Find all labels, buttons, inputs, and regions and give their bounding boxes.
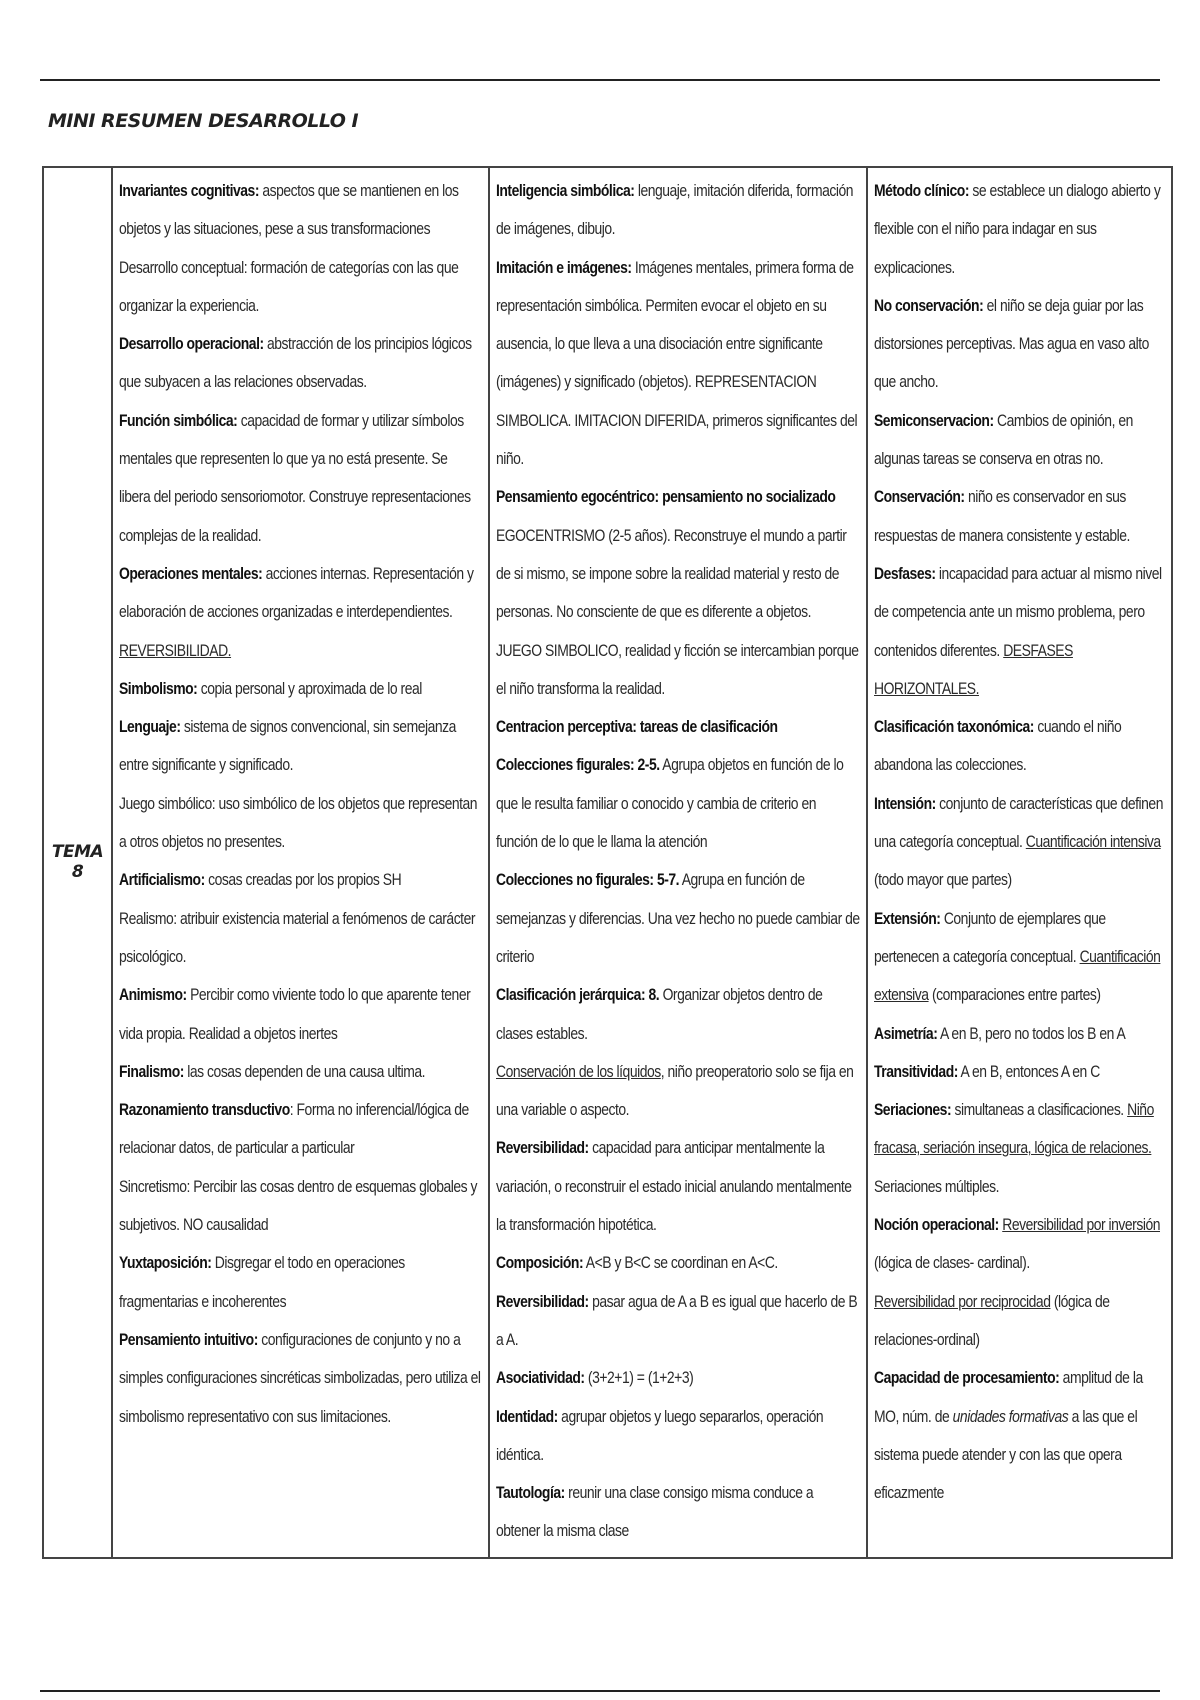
entry-text: reunir una clase consigo misma conduce a obtener la misma clase <box>495 1484 813 1541</box>
entry-text: sistema de signos convencional, sin semejanza entre significante y significado. <box>119 718 456 775</box>
entry <box>119 555 481 670</box>
entry-term: Función simbólica: <box>119 411 238 430</box>
entry-term: Yuxtaposición: <box>119 1254 212 1273</box>
entry-underlined-text: Reversibilidad por inversión <box>1002 1216 1161 1235</box>
entry-text: el niño se deja guiar por las distorsiones perceptivas. Mas agua en vaso alto que ancho. <box>874 296 1150 392</box>
entry-term: Asimetría: <box>874 1024 938 1043</box>
entry-text: las cosas dependen de una causa ultima. <box>183 1062 426 1081</box>
entry <box>874 1206 1164 1283</box>
entry-term: Intensión: <box>874 794 937 813</box>
entry-term: Inteligencia simbólica: <box>495 182 635 200</box>
entry <box>496 861 860 976</box>
entry-text: configuraciones de conjunto y no a simples configuraciones sincréticas simbolizadas, pero utiliza el simbolismo representativo con sus limitaciones. <box>119 1330 481 1426</box>
entry-text: (3+2+1) = (1+2+3) <box>584 1369 694 1388</box>
entry-text: A en B, pero no todos los B en A <box>937 1024 1126 1043</box>
top-rule <box>40 79 1160 81</box>
entry-term: Desarrollo operacional: <box>119 335 264 354</box>
entry-text: Agrupa objetos en función de lo que le resulta familiar o conocido y cambia de criterio en función de lo que le llama la atención <box>495 756 844 852</box>
entry <box>874 172 1164 287</box>
entry <box>496 1474 860 1551</box>
bottom-rule <box>40 1690 1160 1692</box>
row-label: TEMA 8 <box>51 842 104 883</box>
entry <box>874 402 1164 479</box>
entry <box>874 708 1164 785</box>
entry <box>119 900 481 977</box>
summary-table <box>42 166 1173 1559</box>
column-2 <box>489 167 868 1558</box>
entry-text: lenguaje, imitación diferida, formación de imágenes, dibujo. <box>495 182 853 239</box>
entry-term: Noción operacional: <box>874 1216 1000 1235</box>
entry-underlined-text: REVERSIBILIDAD. <box>119 641 232 660</box>
entry-text: , niño preoperatorio solo se fija en una variable o aspecto. <box>495 1062 854 1120</box>
entry-term: Método clínico: <box>874 182 970 200</box>
table-row <box>43 167 1172 1558</box>
entry <box>119 1091 481 1168</box>
entry <box>119 976 481 1053</box>
entry-underlined-text: Conservación de los líquidos <box>495 1062 661 1081</box>
entry-term: Semiconservacion: <box>874 411 995 430</box>
entry <box>119 708 481 785</box>
entry <box>496 1398 860 1475</box>
entry-text: A<B y B<C se coordinan en A<C. <box>582 1254 778 1273</box>
entry-text: (lógica de relaciones-ordinal) <box>874 1292 1110 1349</box>
entry-term: Colecciones no figurales: 5-7. <box>495 871 679 890</box>
entry-text: Organizar objetos dentro de clases estables. <box>495 986 823 1043</box>
entry <box>119 670 481 708</box>
entry <box>874 785 1164 900</box>
entry-underlined-text: Reversibilidad por reciprocidad <box>874 1292 1051 1311</box>
entry-term: No conservación: <box>874 296 984 315</box>
entry-term: Extensión: <box>874 909 941 928</box>
entry <box>119 861 481 899</box>
entry-term: Conservación: <box>874 488 965 507</box>
entry <box>874 555 1164 708</box>
entry <box>496 976 860 1053</box>
entry-term: Composición: <box>495 1254 583 1273</box>
entry-term: Centracion perceptiva: tareas de clasificación <box>495 718 778 737</box>
entry-text: Desarrollo conceptual: formación de categorías con las que organizar la experiencia. <box>119 258 459 315</box>
entry-text: capacidad para anticipar mentalmente la variación, o reconstruir el estado inicial anulando mentalmente la transformación hipotética. <box>495 1139 852 1235</box>
entry-term: Clasificación taxonómica: <box>874 718 1035 737</box>
entry-text: amplitud de la MO, núm. de <box>874 1369 1144 1426</box>
entry <box>874 900 1164 1015</box>
entry-text: Realismo: atribuir existencia material a fenómenos de carácter psicológico. <box>119 909 476 966</box>
entry-text: (comparaciones entre partes) <box>928 986 1101 1005</box>
entry-text: Seriaciones múltiples. <box>874 1177 1000 1196</box>
entry <box>119 785 481 862</box>
entry-term: Seriaciones: <box>874 1101 952 1120</box>
entry-text: Agrupa en función de semejanzas y diferencias. Una vez hecho no puede cambiar de criterio <box>495 871 860 966</box>
entry <box>496 1129 860 1244</box>
entry-term: Colecciones figurales: 2-5. <box>495 756 660 775</box>
entry <box>496 1359 860 1397</box>
row-label-cell <box>43 167 112 1558</box>
entry-term: Tautología: <box>495 1484 565 1503</box>
entry-term: Operaciones mentales: <box>119 564 263 583</box>
entry-term: Lenguaje: <box>119 718 181 737</box>
entry-text: cuando el niño abandona las colecciones. <box>874 718 1122 775</box>
entry-text: (todo mayor que partes) <box>874 871 1013 890</box>
entry <box>496 1244 860 1282</box>
entry-term: Invariantes cognitivas: <box>119 182 260 200</box>
entry <box>874 1053 1164 1091</box>
entry <box>496 478 860 708</box>
entry-text: aspectos que se mantienen en los objetos y las situaciones, pese a sus transformaciones <box>119 182 459 239</box>
entry <box>119 402 481 555</box>
entry-text: niño es conservador en sus respuestas de manera consistente y estable. <box>874 488 1131 545</box>
entry-term: Imitación e imágenes: <box>495 258 632 277</box>
entry-text: Juego simbólico: uso simbólico de los objetos que representan a otros objetos no presentes. <box>119 794 478 852</box>
column-3 <box>867 167 1172 1558</box>
entry-term: Transitividad: <box>874 1062 959 1081</box>
entry-text: pasar agua de A a B es igual que hacerlo de B a A. <box>495 1292 857 1349</box>
entry-underlined-text: Cuantificación intensiva <box>1026 833 1162 852</box>
entry-term: Reversibilidad: <box>495 1139 589 1158</box>
entry-term: Identidad: <box>495 1407 558 1426</box>
entry-term: Finalismo: <box>119 1062 184 1081</box>
entry-text: Percibir como viviente todo lo que aparente tener vida propia. Realidad a objetos inertes <box>119 986 471 1043</box>
entry-underlined-text: Niño fracasa, seriación insegura, lógica de relaciones. <box>874 1101 1155 1158</box>
entry <box>874 1091 1164 1206</box>
entry-text: copia personal y aproximada de lo real <box>197 679 423 698</box>
entry <box>119 1053 481 1091</box>
entry-text: capacidad de formar y utilizar símbolos mentales que representen lo que ya no está presente. Se libera del periodo sensoriomotor. Construye representaciones complejas de la realidad. <box>119 411 471 545</box>
entry <box>496 746 860 861</box>
column-1 <box>112 167 489 1558</box>
entry <box>874 1283 1164 1360</box>
entry-text: Conjunto de ejemplares que pertenecen a categoría conceptual. <box>874 909 1107 966</box>
entry <box>874 287 1164 402</box>
entry <box>874 1015 1164 1053</box>
entry-term: Reversibilidad: <box>495 1292 589 1311</box>
entry-text: incapacidad para actuar al mismo nivel de competencia ante un mismo problema, pero contenidos diferentes. <box>874 564 1163 660</box>
entry <box>119 325 481 402</box>
entry-term: Artificialismo: <box>119 871 205 890</box>
entry <box>119 1168 481 1245</box>
entry-term: Asociatividad: <box>495 1369 585 1388</box>
entry-text: conjunto de características que definen una categoría conceptual. <box>874 794 1164 852</box>
document-title: MINI RESUMEN DESARROLLO I <box>48 110 359 132</box>
entry-text: A en B, entonces A en C <box>958 1062 1101 1081</box>
entry <box>496 1283 860 1360</box>
entry <box>496 249 860 479</box>
entry <box>874 1359 1164 1512</box>
entry <box>119 1244 481 1321</box>
entry <box>119 172 481 249</box>
entry-text: Imágenes mentales, primera forma de representación simbólica. Permiten evocar el objeto en su ausencia, lo que lleva a una disociación entre significante (imágenes) y significado (objetos). REPRESENTACION SIMBOLICA. IMITACION DIFERIDA, primeros significantes del niño. <box>495 258 857 469</box>
entry-text: acciones internas. Representación y elaboración de acciones organizadas e interdependientes. <box>119 564 474 622</box>
entry-underlined-text: Cuantificación extensiva <box>874 947 1161 1005</box>
entry-text: abstracción de los principios lógicos que subyacen a las relaciones observadas. <box>119 335 472 392</box>
entry-term: Capacidad de procesamiento: <box>874 1369 1060 1388</box>
entry-term: Pensamiento egocéntrico: pensamiento no socializado <box>495 488 836 507</box>
entry-text: Sincretismo: Percibir las cosas dentro de esquemas globales y subjetivos. NO causalidad <box>119 1177 478 1235</box>
entry-text: : Forma no inferencial/lógica de relacionar datos, de particular a particular <box>119 1101 469 1158</box>
entry-underlined-text: DESFASES HORIZONTALES. <box>874 641 1074 698</box>
entry-text: se establece un dialogo abierto y flexible con el niño para indagar en sus explicaciones. <box>874 182 1161 277</box>
entry-term: Animismo: <box>119 986 187 1005</box>
entry <box>496 1053 860 1130</box>
entry <box>496 708 860 746</box>
entry-text: simultaneas a clasificaciones. <box>951 1101 1128 1120</box>
entry-text: a las que el sistema puede atender y con las que opera eficazmente <box>874 1407 1138 1503</box>
entry-text: Cambios de opinión, en algunas tareas se conserva en otras no. <box>874 411 1134 469</box>
entry-text: cosas creadas por los propios SH <box>204 871 402 890</box>
entry <box>119 1321 481 1436</box>
entry-text: Disgregar el todo en operaciones fragmentarias e incoherentes <box>119 1254 405 1311</box>
entry-term: Simbolismo: <box>119 679 198 698</box>
entry-text: EGOCENTRISMO (2-5 años). Reconstruye el mundo a partir de si mismo, se impone sobre la realidad material y resto de personas. No consciente de que es diferente a objetos. JUEGO SIMBOLICO, realidad y ficción se intercambian porque el niño transforma la realidad. <box>495 526 859 698</box>
entry-text: (lógica de clases- cardinal). <box>874 1254 1031 1273</box>
entry <box>119 249 481 326</box>
entry-term: Desfases: <box>874 564 936 583</box>
entry-italic-text: unidades formativas <box>953 1407 1069 1426</box>
entry-term: Clasificación jerárquica: 8. <box>495 986 659 1005</box>
entry <box>874 478 1164 555</box>
entry-term: Razonamiento transductivo <box>119 1101 290 1120</box>
entry-text: agrupar objetos y luego separarlos, operación idéntica. <box>495 1407 823 1464</box>
entry-term: Pensamiento intuitivo: <box>119 1330 258 1349</box>
entry <box>496 172 860 249</box>
